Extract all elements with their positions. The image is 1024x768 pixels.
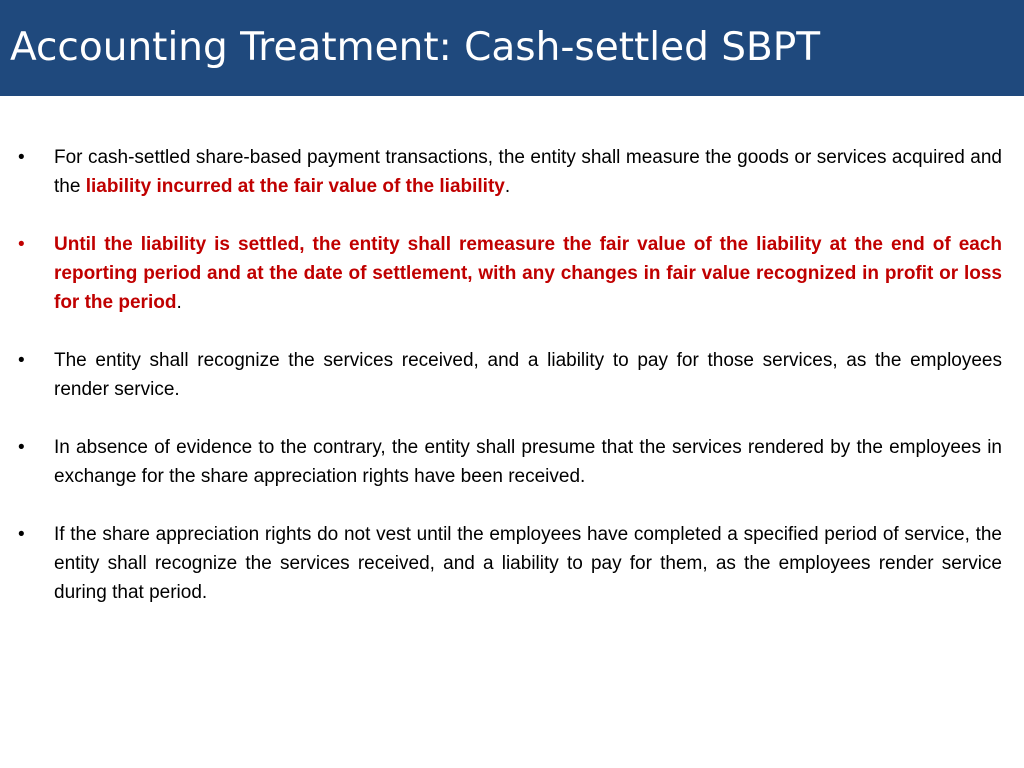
bullet-text: If the share appreciation rights do not vest until the employees have completed a specified period of service, the entity shall recognize the services received, and a liability to pay for them, as the employees render service during that period. [54, 524, 1002, 603]
bullet-item [18, 433, 1002, 491]
bullet-icon: • [18, 437, 25, 458]
bullet-text: . [176, 292, 182, 313]
bullet-item [18, 230, 1002, 317]
title-bar [0, 0, 1024, 96]
bullet-icon: • [18, 350, 25, 371]
bullet-item [18, 520, 1002, 607]
bullet-emphasis-text: Until the liability is settled, the entity shall remeasure the fair value of the liability at the end of each reporting period and at the date of settlement, with any changes in fair value recognized in profit or loss for the period [54, 234, 1002, 313]
bullet-text: In absence of evidence to the contrary, the entity shall presume that the services rendered by the employees in exchange for the share appreciation rights have been received. [54, 437, 1002, 487]
bullet-emphasis-text: liability incurred at the fair value of the liability [85, 176, 505, 197]
bullet-item [18, 143, 1002, 201]
bullet-item [18, 346, 1002, 404]
bullet-icon: • [18, 524, 25, 545]
bullet-icon: • [18, 147, 25, 168]
bullet-text: For cash-settled share-based payment transactions, the entity shall measure the goods or services acquired and the [54, 147, 1002, 197]
bullet-text: The entity shall recognize the services received, and a liability to pay for those services, as the employees render service. [54, 350, 1002, 400]
bullet-list [18, 143, 1002, 636]
slide-title: Accounting Treatment: Cash-settled SBPT [10, 25, 821, 70]
bullet-text: . [504, 176, 511, 197]
bullet-icon: • [18, 234, 25, 255]
